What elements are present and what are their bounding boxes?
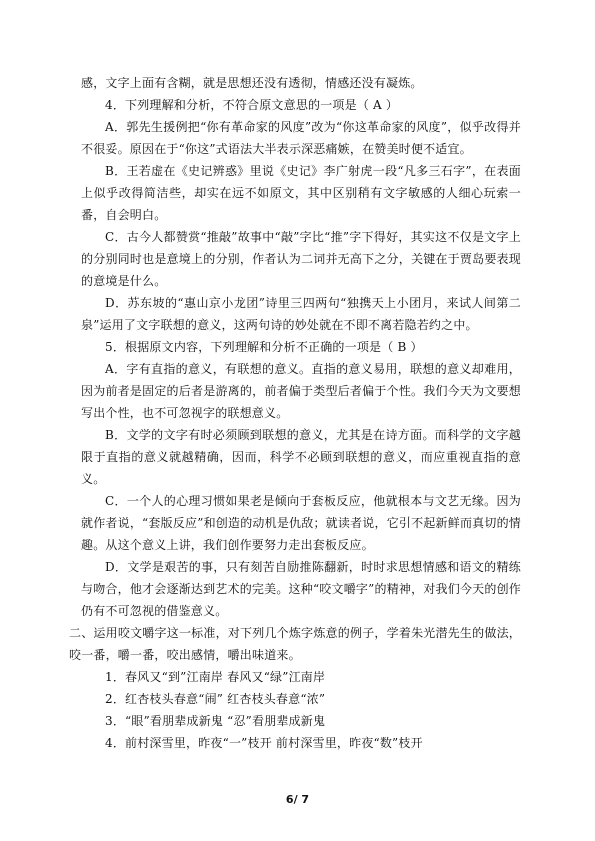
question-5-stem: 5．根据原文内容，下列理解和分析不正确的一项是（ B ）	[105, 340, 423, 354]
page-number: 6/ 7	[285, 793, 310, 806]
example-item-3: 3．“眼”看朋辈成新鬼 “忍”看朋辈成新鬼	[105, 714, 326, 728]
question-5-option-b: B．文学的文字有时必须顾到联想的意义，尤其是在诗方面。而科学的文字越限于直指的意义就越精确，因而，科学不必顾到联想的意义，而应重视直指的意义。	[81, 428, 521, 486]
question-4-option-c: C．古今人都赞赏“推敲”故事中“敲”字比“推”字下得好，其实这不仅是文字上的分别同时也是意境上的分别，作者认为二词并无高下之分，关键在于贾岛要表现的意境是什么。	[81, 230, 521, 288]
question-4-option-d: D．苏东坡的“惠山京小龙团”诗里三四两句“独携天上小团月，来试人间第二泉”运用了文字联想的意义，这两句诗的妙处就在不即不离若隐若约之中。	[81, 296, 521, 332]
question-4-stem: 4．下列理解和分析，不符合原文意思的一项是（ A ）	[105, 98, 399, 112]
example-item-4: 4．前村深雪里，昨夜“一”枝开 前村深雪里，昨夜“数”枝开	[105, 736, 423, 750]
question-5-option-a: A．字有直指的意义，有联想的意义。直指的意义易用，联想的意义却难用，因为前者是固定的后者是游离的，前者偏于类型后者偏于个性。我们今天为文要想写出个性，也不可忽视字的联想意义。	[81, 362, 521, 420]
question-5-option-d: D．文学是艰苦的事，只有刻苦自励推陈翻新，时时求思想情感和语文的精练与吻合，他才会逐渐达到艺术的完美。这种“咬文嚼字”的精神，对我们今天的创作仍有不可忽视的借鉴意义。	[81, 560, 521, 618]
continued-paragraph: 感，文字上面有含糊，就是思想还没有透彻，情感还没有凝炼。	[81, 76, 423, 90]
section-2-heading: 二、运用咬文嚼字这一标准，对下列几个炼字炼意的例子，学着朱光潜先生的做法，咬一番，嚼一番，咬出感情，嚼出味道来。	[69, 626, 521, 662]
question-5-option-c: C．一个人的心理习惯如果老是倾向于套板反应，他就根本与文艺无缘。因为就作者说，“套版反应”和创造的动机是仇敌；就读者说，它引不起新鲜而真切的情趣。从这个意义上讲，我们创作要努力走出套板反应。	[81, 494, 521, 552]
question-4-option-b: B．王若虚在《史记辨惑》里说《史记》李广射虎一段“凡多三石字”，在表面上似乎改得简洁些，却实在远不如原文，其中区别稍有文字敏感的人细心玩索一番，自会明白。	[81, 164, 521, 222]
example-item-2: 2．红杏枝头春意“闹” 红杏枝头春意“浓”	[105, 692, 326, 706]
document-body	[69, 72, 521, 754]
example-item-1: 1．春风又“到”江南岸 春风又“绿”江南岸	[105, 670, 326, 684]
question-4-option-a: A．郭先生援例把“你有革命家的风度”改为“你这革命家的风度”，似乎改得并不很妥。原因在于“你这”式语法大半表示深恶痛嫉，在赞美时便不适宜。	[81, 120, 521, 156]
